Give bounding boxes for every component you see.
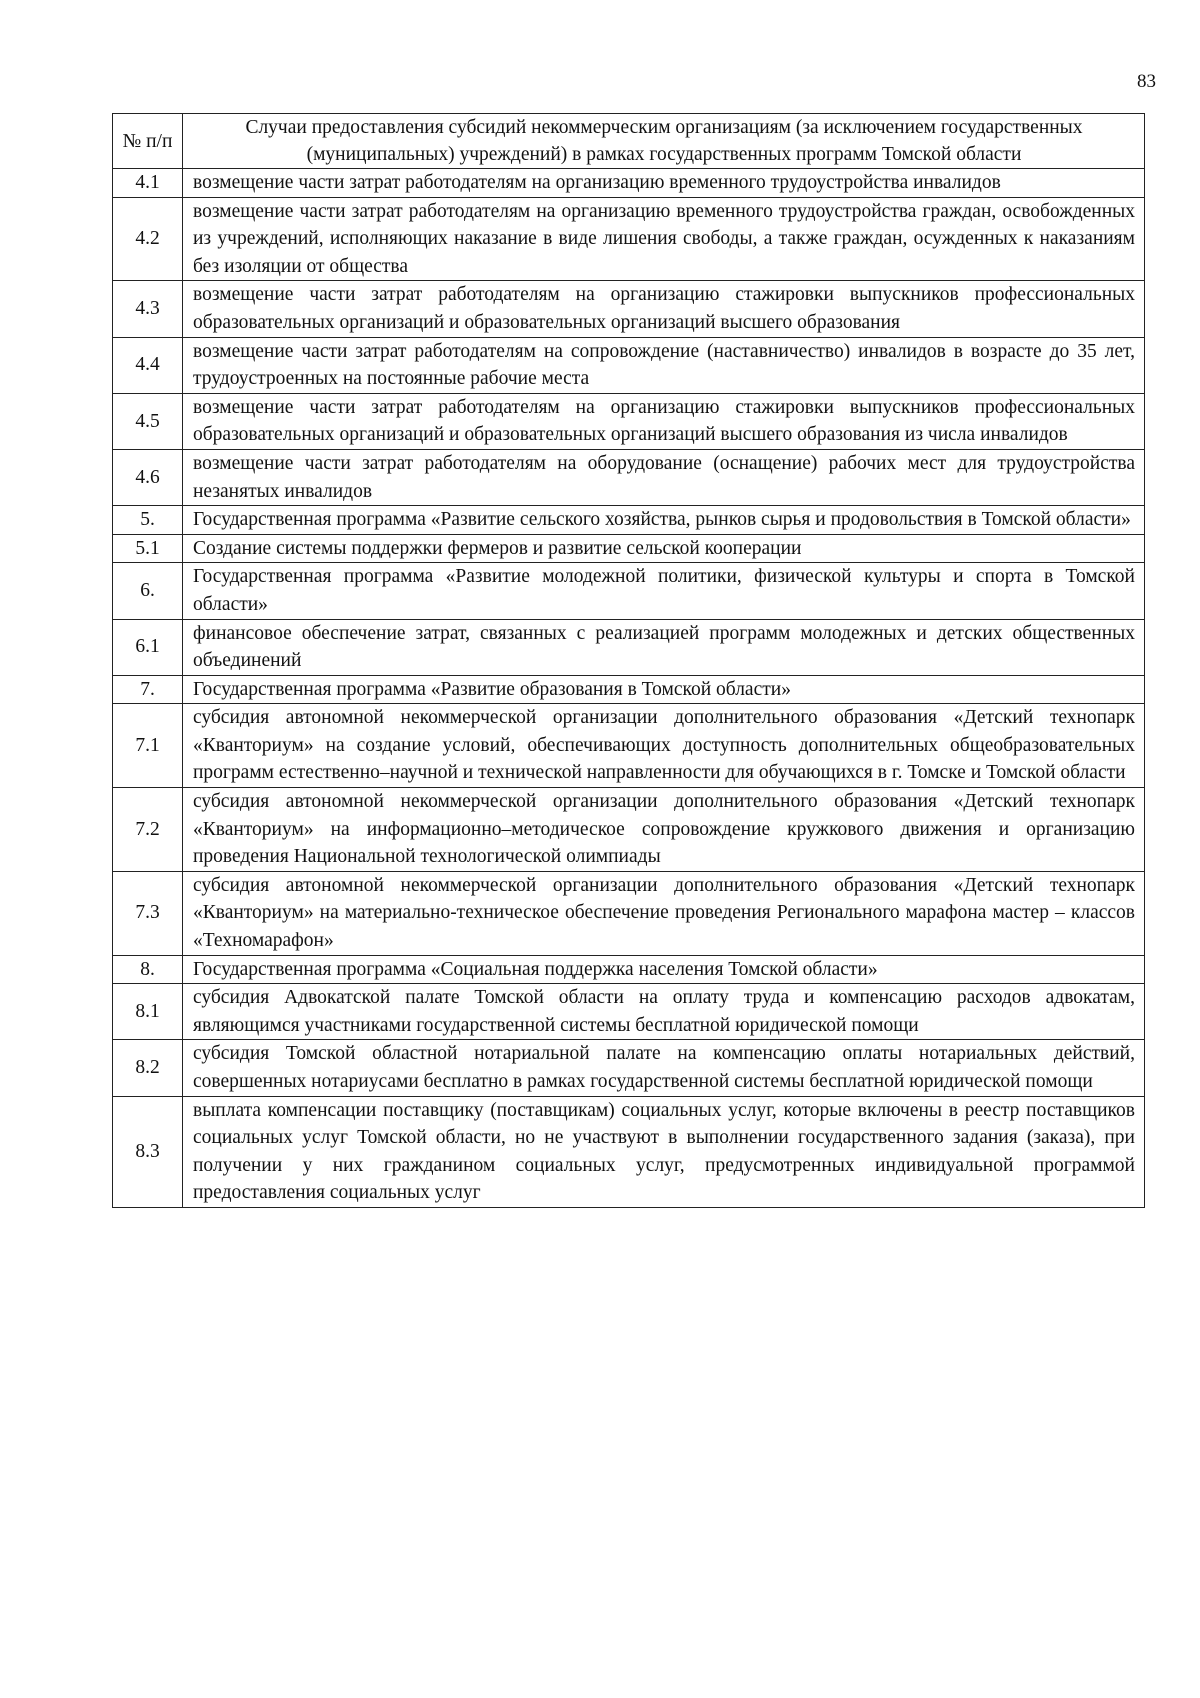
- table-row: [113, 197, 1145, 281]
- row-text: субсидия автономной некоммерческой организации дополнительного образования «Детский технопарк «Кванториум» на материально-техническое обеспечение проведения Регионального марафона мастер – классов «Техномарафон»: [183, 871, 1145, 955]
- row-number: 7.2: [113, 788, 183, 872]
- row-text: возмещение части затрат работодателям на организацию стажировки выпускников профессиональных образовательных организаций и образовательных организаций высшего образования: [183, 281, 1145, 337]
- row-text: субсидия Томской областной нотариальной палате на компенсацию оплаты нотариальных действий, совершенных нотариусами бесплатно в рамках государственной системы бесплатной юридической помощи: [183, 1040, 1145, 1096]
- table-row: [113, 984, 1145, 1040]
- program-heading-row: [113, 506, 1145, 535]
- table-row: [113, 449, 1145, 505]
- program-title: Государственная программа «Развитие молодежной политики, физической культуры и спорта в Томской области»: [183, 563, 1145, 619]
- row-number: 4.2: [113, 197, 183, 281]
- row-text: субсидия Адвокатской палате Томской области на оплату труда и компенсацию расходов адвокатам, являющимся участниками государственной системы бесплатной юридической помощи: [183, 984, 1145, 1040]
- program-heading-row: [113, 563, 1145, 619]
- row-text: возмещение части затрат работодателям на организацию временного трудоустройства инвалидов: [183, 169, 1145, 198]
- program-heading-row: [113, 955, 1145, 984]
- program-heading-row: [113, 675, 1145, 704]
- row-text: выплата компенсации поставщику (поставщикам) социальных услуг, которые включены в реестр поставщиков социальных услуг Томской области, но не участвуют в выполнении государственного задания (заказа), при получении у них гражданином социальных услуг, предусмотренных индивидуальной программой предоставления социальных услуг: [183, 1096, 1145, 1207]
- row-number: 4.3: [113, 281, 183, 337]
- row-text: возмещение части затрат работодателям на организацию временного трудоустройства граждан, освобожденных из учреждений, исполняющих наказание в виде лишения свободы, а также граждан, осужденных к наказаниям без изоляции от общества: [183, 197, 1145, 281]
- table-row: [113, 788, 1145, 872]
- header-description-cell: Случаи предоставления субсидий некоммерческим организациям (за исключением государственных (муниципальных) учреждений) в рамках государственных программ Томской области: [183, 114, 1145, 169]
- row-number: 7.3: [113, 871, 183, 955]
- header-row: [113, 114, 1145, 169]
- program-title: Государственная программа «Развитие сельского хозяйства, рынков сырья и продовольствия в Томской области»: [183, 506, 1145, 535]
- table-row: [113, 393, 1145, 449]
- table-row: [113, 169, 1145, 198]
- row-number: 8.3: [113, 1096, 183, 1207]
- row-number: 6.1: [113, 619, 183, 675]
- table-row: [113, 1040, 1145, 1096]
- row-text: Создание системы поддержки фермеров и развитие сельской кооперации: [183, 534, 1145, 563]
- row-number: 5.1: [113, 534, 183, 563]
- row-text: финансовое обеспечение затрат, связанных с реализацией программ молодежных и детских общественных объединений: [183, 619, 1145, 675]
- table-body: [113, 169, 1145, 1208]
- row-text: возмещение части затрат работодателям на оборудование (оснащение) рабочих мест для трудоустройства незанятых инвалидов: [183, 449, 1145, 505]
- row-text: возмещение части затрат работодателям на организацию стажировки выпускников профессиональных образовательных организаций и образовательных организаций высшего образования из числа инвалидов: [183, 393, 1145, 449]
- row-number: 4.4: [113, 337, 183, 393]
- program-number: 7.: [113, 675, 183, 704]
- row-text: субсидия автономной некоммерческой организации дополнительного образования «Детский технопарк «Кванториум» на информационно–методическое сопровождение кружкового движения и организацию проведения Национальной технологической олимпиады: [183, 788, 1145, 872]
- program-number: 5.: [113, 506, 183, 535]
- row-number: 4.5: [113, 393, 183, 449]
- row-text: возмещение части затрат работодателям на сопровождение (наставничество) инвалидов в возрасте до 35 лет, трудоустроенных на постоянные рабочие места: [183, 337, 1145, 393]
- page-number: 83: [1137, 71, 1156, 92]
- table-row: [113, 337, 1145, 393]
- row-number: 4.6: [113, 449, 183, 505]
- table-row: [113, 871, 1145, 955]
- program-title: Государственная программа «Социальная поддержка населения Томской области»: [183, 955, 1145, 984]
- row-number: 7.1: [113, 704, 183, 788]
- program-title: Государственная программа «Развитие образования в Томской области»: [183, 675, 1145, 704]
- table-row: [113, 619, 1145, 675]
- row-number: 8.2: [113, 1040, 183, 1096]
- table-row: [113, 281, 1145, 337]
- header-number-cell: № п/п: [113, 114, 183, 169]
- program-number: 8.: [113, 955, 183, 984]
- table-row: [113, 1096, 1145, 1207]
- program-number: 6.: [113, 563, 183, 619]
- row-number: 8.1: [113, 984, 183, 1040]
- row-number: 4.1: [113, 169, 183, 198]
- table-header: [113, 114, 1145, 169]
- subsidy-table: [112, 113, 1145, 1208]
- row-text: субсидия автономной некоммерческой организации дополнительного образования «Детский технопарк «Кванториум» на создание условий, обеспечивающих доступность дополнительных общеобразовательных программ естественно–научной и технической направленности для обучающихся в г. Томске и Томской области: [183, 704, 1145, 788]
- table-row: [113, 704, 1145, 788]
- table-row: [113, 534, 1145, 563]
